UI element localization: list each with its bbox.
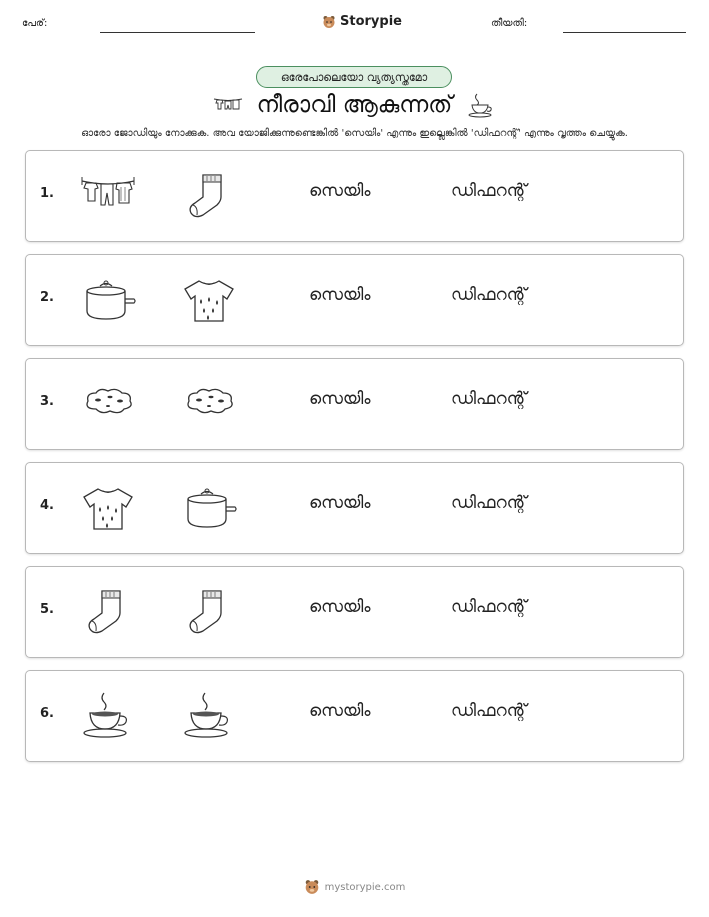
puddle-icon — [80, 379, 136, 429]
hot-cup-icon — [181, 691, 237, 741]
sock-icon — [181, 587, 237, 637]
hot-cup-icon — [466, 92, 496, 118]
different-option[interactable]: ഡിഫറന്റ് — [451, 389, 527, 409]
different-option[interactable]: ഡിഫറന്റ് — [451, 493, 527, 513]
pot-icon — [80, 275, 136, 325]
row-number: 2. — [40, 290, 54, 305]
row-number: 3. — [40, 394, 54, 409]
same-option[interactable]: സെയിം — [309, 701, 371, 721]
wet-shirt-icon — [80, 483, 136, 533]
page-title: നീരാവി ആകുന്നത് — [256, 92, 453, 118]
same-option[interactable]: സെയിം — [309, 181, 371, 201]
same-option[interactable]: സെയിം — [309, 389, 371, 409]
different-option[interactable]: ഡിഫറന്റ് — [451, 597, 527, 617]
row-number: 1. — [40, 186, 54, 201]
question-row-4 — [25, 462, 684, 554]
sock-icon — [80, 587, 136, 637]
date-line[interactable] — [563, 32, 686, 33]
storypie-logo-icon — [322, 15, 336, 29]
question-row-5 — [25, 566, 684, 658]
footer — [0, 879, 709, 895]
different-option[interactable]: ഡിഫറന്റ് — [451, 181, 527, 201]
title-row — [0, 92, 709, 118]
pot-icon — [181, 483, 237, 533]
instructions: ഓരോ ജോഡിയും നോക്കുക. അവ യോജിക്കുന്നുണ്ടെങ്കിൽ 'സെയിം' എന്നും ഇല്ലെങ്കിൽ 'ഡിഫറന്റ്' എന്നും വൃത്തം ചെയ്യുക. — [81, 128, 628, 139]
different-option[interactable]: ഡിഫറന്റ് — [451, 701, 527, 721]
name-line[interactable] — [100, 32, 255, 33]
puddle-icon — [181, 379, 237, 429]
row-number: 5. — [40, 602, 54, 617]
same-option[interactable]: സെയിം — [309, 597, 371, 617]
footer-url[interactable]: mystorypie.com — [324, 881, 406, 893]
question-row-3 — [25, 358, 684, 450]
storypie-logo-icon — [304, 879, 320, 895]
topic-badge: ഒരേപോലെയോ വ്യത്യസ്തമോ — [256, 66, 452, 88]
clothesline-icon — [213, 95, 243, 115]
same-option[interactable]: സെയിം — [309, 493, 371, 513]
question-row-2 — [25, 254, 684, 346]
same-option[interactable]: സെയിം — [309, 285, 371, 305]
wet-shirt-icon — [181, 275, 237, 325]
brand-name: Storypie — [340, 14, 402, 29]
question-row-1 — [25, 150, 684, 242]
name-label: പേര്: — [22, 18, 48, 29]
row-number: 4. — [40, 498, 54, 513]
brand — [322, 14, 402, 29]
hot-cup-icon — [80, 691, 136, 741]
clothesline-icon — [80, 171, 136, 221]
row-number: 6. — [40, 706, 54, 721]
date-label: തീയതി: — [491, 18, 528, 29]
different-option[interactable]: ഡിഫറന്റ് — [451, 285, 527, 305]
question-row-6 — [25, 670, 684, 762]
sock-icon — [181, 171, 237, 221]
